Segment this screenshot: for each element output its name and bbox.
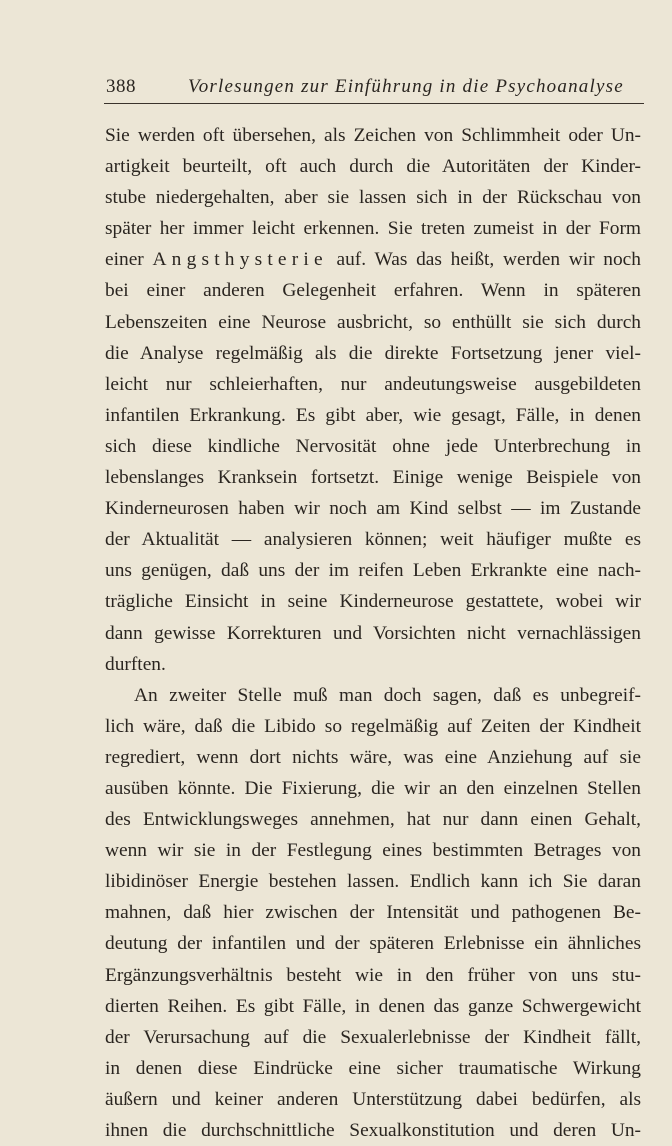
text-line: wenn wir sie in der Festlegung eines bestimmten Betrages von xyxy=(105,840,641,862)
text-line: dierten Reihen. Es gibt Fälle, in denen das ganze Schwergewicht xyxy=(105,995,641,1017)
text-line: die Analyse regelmäßig als die direkte Fortsetzung jener viel- xyxy=(105,342,641,364)
text-line xyxy=(105,244,641,275)
text-segment: auf. Was das heißt, werden wir noch xyxy=(327,249,641,271)
text-line: Ergänzungsverhältnis besteht wie in den früher von uns stu- xyxy=(105,964,641,986)
text-line: sich diese kindliche Nervosität ohne jede Unterbrechung in xyxy=(105,435,641,457)
text-line: Sie werden oft übersehen, als Zeichen von Schlimmheit oder Un- xyxy=(105,125,641,146)
text-line: trägliche Einsicht in seine Kinderneurose gestattete, wobei wir xyxy=(105,591,641,613)
text-line: des Entwicklungsweges annehmen, hat nur dann einen Gehalt, xyxy=(105,809,641,831)
text-line: der Aktualität — analysieren können; weit häufiger mußte es xyxy=(105,529,641,551)
text-line: Kinderneurosen haben wir noch am Kind selbst — im Zustande xyxy=(105,498,641,520)
text-line: An zweiter Stelle muß man doch sagen, daß es unbegreif- xyxy=(134,684,641,706)
text-line: durften. xyxy=(105,653,166,675)
text-line: bei einer anderen Gelegenheit erfahren. Wenn in späteren xyxy=(105,280,641,302)
running-title: Vorlesungen zur Einführung in die Psychoanalyse xyxy=(188,76,624,97)
text-line: äußern und keiner anderen Unterstützung dabei bedürfen, als xyxy=(105,1088,641,1110)
text-line: in denen diese Eindrücke eine sicher traumatische Wirkung xyxy=(105,1057,641,1079)
text-line: regrediert, wenn dort nichts wäre, was eine Anziehung auf sie xyxy=(105,746,641,768)
text-line: dann gewisse Korrekturen und Vorsichten nicht vernachlässigen xyxy=(105,622,641,644)
page-number: 388 xyxy=(106,76,136,97)
text-line: später her immer leicht erkennen. Sie treten zumeist in der Form xyxy=(105,218,641,240)
text-line: deutung der infantilen und der späteren Erlebnisse ein ähnliches xyxy=(105,933,641,955)
text-line: leicht nur schleierhaften, nur andeutungsweise ausgebildeten xyxy=(105,373,641,395)
header-rule xyxy=(104,103,644,104)
paragraph-1 xyxy=(105,120,641,680)
text-line: stube niedergehalten, aber sie lassen sich in der Rückschau von xyxy=(105,187,641,209)
text-line: mahnen, daß hier zwischen der Intensität und pathogenen Be- xyxy=(105,902,641,924)
text-line: ihnen die durchschnittliche Sexualkonstitution und deren Un- xyxy=(105,1120,641,1141)
body-text xyxy=(105,120,641,1146)
spaced-emphasis: Angsthysterie xyxy=(152,249,328,271)
page-header xyxy=(106,76,646,102)
text-line: lebenslanges Kranksein fortsetzt. Einige wenige Beispiele von xyxy=(105,467,641,489)
paragraph-2 xyxy=(105,680,641,1146)
text-line: artigkeit beurteilt, oft auch durch die Autoritäten der Kinder- xyxy=(105,156,641,178)
text-line: libidinöser Energie bestehen lassen. Endlich kann ich Sie daran xyxy=(105,871,641,893)
text-line: lich wäre, daß die Libido so regelmäßig auf Zeiten der Kindheit xyxy=(105,715,641,737)
text-segment: einer xyxy=(105,249,153,271)
text-line: ausüben könnte. Die Fixierung, die wir an den einzelnen Stellen xyxy=(105,777,641,799)
text-line: infantilen Erkrankung. Es gibt aber, wie gesagt, Fälle, in denen xyxy=(105,404,641,426)
text-line: Lebenszeiten eine Neurose ausbricht, so enthüllt sie sich durch xyxy=(105,311,641,333)
text-line: uns genügen, daß uns der im reifen Leben Erkrankte eine nach- xyxy=(105,560,641,582)
text-line: der Verursachung auf die Sexualerlebnisse der Kindheit fällt, xyxy=(105,1026,641,1048)
